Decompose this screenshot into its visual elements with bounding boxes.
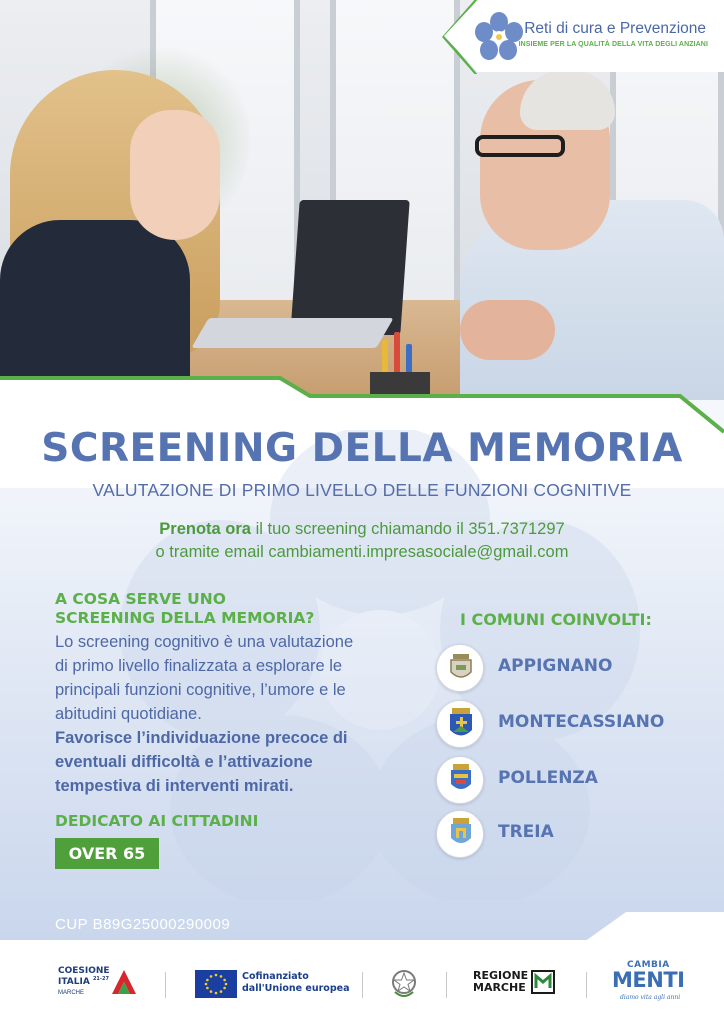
laptop-screen	[290, 200, 409, 335]
booking-line-email: o tramite email cambiamenti.impresasociale@gmail.com	[155, 543, 569, 561]
info-body	[55, 630, 385, 726]
info-body-line: di primo livello finalizzata a esplorare le	[55, 657, 343, 675]
cambiamenti-logo	[612, 960, 685, 1004]
comuni-heading: I COMUNI COINVOLTI:	[460, 610, 652, 629]
regione-marche-emblem-icon	[531, 970, 555, 994]
comune-item-montecassiano	[436, 700, 696, 750]
coesione-region: MARCHE	[58, 990, 85, 996]
appignano-coat-of-arms-icon	[436, 644, 484, 692]
info-column	[55, 590, 385, 869]
regione-line1: REGIONE	[473, 969, 529, 982]
question-heading-line2: SCREENING DELLA MEMORIA?	[55, 609, 315, 627]
coesione-italia-logo	[58, 966, 138, 1000]
comune-item-pollenza	[436, 756, 696, 806]
eu-flag-icon	[195, 970, 237, 998]
comune-name: MONTECASSIANO	[498, 712, 665, 732]
comune-name: TREIA	[498, 822, 554, 842]
footer-divider	[446, 972, 447, 998]
dedicated-label: DEDICATO AI CITTADINI	[55, 812, 259, 830]
man-hair	[520, 70, 615, 130]
glasses-icon	[475, 135, 565, 157]
coesione-line2: ITALIA $^{21-27}$	[58, 976, 109, 987]
cup-code: CUP B89G25000290009	[55, 916, 231, 933]
footer-divider	[586, 972, 587, 998]
logo-subtitle: INSIEME PER LA QUALITÀ DELLA VITA DEGLI ANZIANI	[518, 41, 708, 48]
montecassiano-coat-of-arms-icon	[436, 700, 484, 748]
laptop-keyboard	[191, 318, 393, 348]
woman-face	[130, 110, 220, 240]
footer-corner	[584, 912, 724, 942]
booking-phone-text: il tuo screening chiamando il 351.7371297	[250, 520, 565, 538]
cambia-tagline: diamo vita agli anni	[620, 994, 681, 1001]
forget-me-not-icon	[474, 12, 524, 60]
info-bold-line: tempestiva di interventi mirati.	[55, 777, 294, 795]
info-bold	[55, 726, 385, 798]
logo-title: Reti di cura e Prevenzione	[524, 20, 706, 37]
woman-body	[0, 220, 190, 390]
info-body-line: Lo screening cognitivo è una valutazione	[55, 633, 354, 651]
booking-lead: Prenota ora	[159, 520, 251, 538]
man-hands	[460, 300, 555, 360]
info-bold-line: eventuali difficoltà e l’attivazione	[55, 753, 313, 771]
age-badge: OVER 65	[55, 838, 159, 869]
pollenza-coat-of-arms-icon	[436, 756, 484, 804]
cambia-main: MENTI	[612, 968, 685, 992]
footer-divider	[362, 972, 363, 998]
coesione-line1: COESIONE	[58, 966, 110, 976]
comune-name: POLLENZA	[498, 768, 598, 788]
info-body-line: principali funzioni cognitive, l’umore e le	[55, 681, 346, 699]
info-body-line: abitudini quotidiane.	[55, 705, 202, 723]
booking-line-phone	[0, 520, 724, 539]
coesione-arrow-icon	[110, 968, 138, 996]
eu-cofunded-text: Cofinanziato dall'Unione europea	[242, 971, 350, 994]
info-bold-line: Favorisce l’individuazione precoce di	[55, 729, 348, 747]
comune-item-appignano	[436, 644, 696, 694]
regione-line2: MARCHE	[473, 981, 526, 994]
comune-item-treia	[436, 810, 696, 860]
treia-coat-of-arms-icon	[436, 810, 484, 858]
page-subtitle: VALUTAZIONE DI PRIMO LIVELLO DELLE FUNZIONI COGNITIVE	[92, 480, 632, 500]
regione-marche-logo	[473, 970, 528, 994]
question-heading-line1: A COSA SERVE UNO	[55, 590, 226, 608]
comune-name: APPIGNANO	[498, 656, 613, 676]
footer-divider	[165, 972, 166, 998]
cambia-top: CAMBIA	[627, 960, 670, 970]
italian-republic-emblem-icon	[391, 968, 417, 998]
page-title: SCREENING DELLA MEMORIA	[41, 426, 683, 471]
